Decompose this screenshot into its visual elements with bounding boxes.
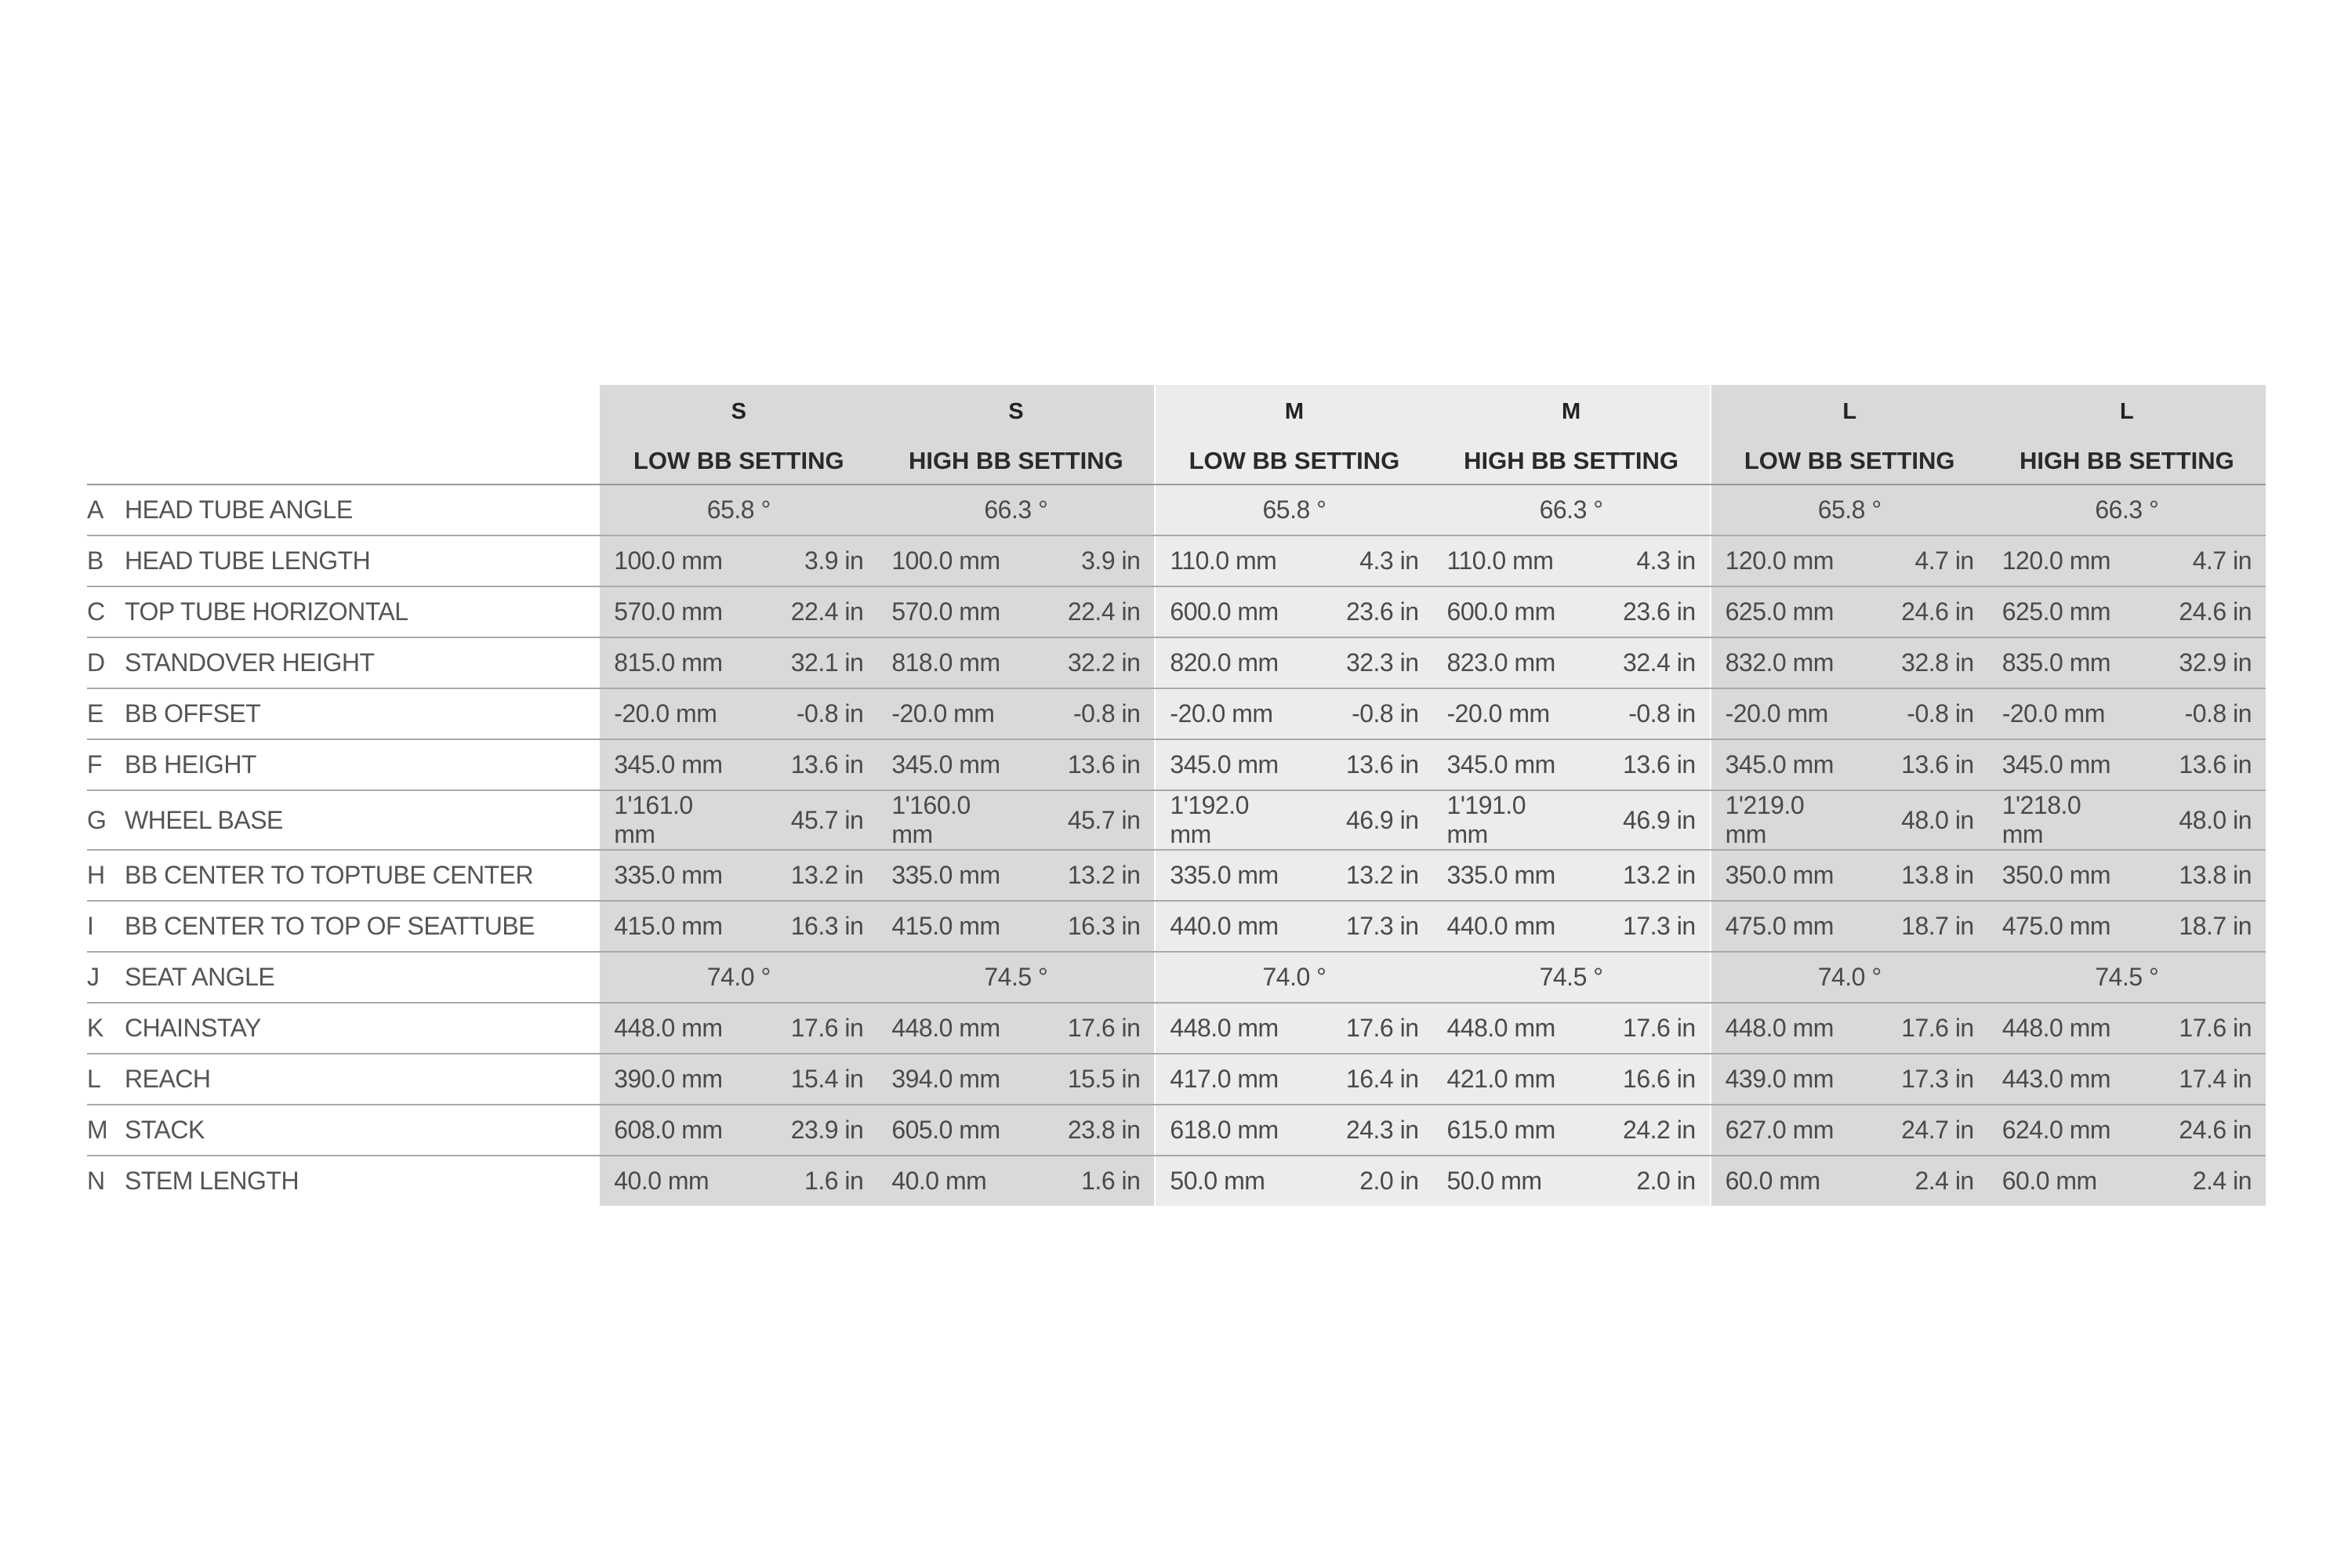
mm-cell: 100.0 mm: [877, 535, 1016, 586]
inch-cell: 17.6 in: [1849, 1003, 1988, 1054]
inch-cell: 24.6 in: [2127, 586, 2266, 637]
row-code: D: [87, 648, 105, 677]
table-row: [87, 1156, 2266, 1206]
angle-cell: 66.3 °: [877, 485, 1155, 535]
row-code: L: [87, 1065, 101, 1093]
inch-cell: 17.3 in: [1572, 901, 1711, 952]
inch-cell: 4.7 in: [2127, 535, 2266, 586]
table-row: [87, 850, 2266, 901]
inch-cell: 24.6 in: [2127, 1105, 2266, 1156]
mm-cell: 345.0 mm: [1711, 739, 1849, 790]
inch-cell: 23.6 in: [1294, 586, 1432, 637]
bb-setting-header: LOW BB SETTING: [600, 438, 877, 485]
row-name: SEAT ANGLE: [125, 963, 275, 991]
inch-cell: -0.8 in: [739, 688, 877, 739]
mm-cell: 60.0 mm: [1988, 1156, 2127, 1206]
angle-cell: 74.5 °: [877, 952, 1155, 1003]
bb-setting-header: HIGH BB SETTING: [877, 438, 1155, 485]
mm-cell: 120.0 mm: [1711, 535, 1849, 586]
mm-cell: 390.0 mm: [600, 1054, 739, 1105]
angle-cell: 74.0 °: [1711, 952, 1988, 1003]
row-label: [87, 901, 600, 952]
row-code: N: [87, 1167, 105, 1195]
inch-cell: 48.0 in: [2127, 790, 2266, 850]
row-name: BB HEIGHT: [125, 750, 256, 779]
inch-cell: 13.8 in: [2127, 850, 2266, 901]
inch-cell: 23.9 in: [739, 1105, 877, 1156]
mm-cell: 818.0 mm: [877, 637, 1016, 688]
mm-cell: 439.0 mm: [1711, 1054, 1849, 1105]
inch-cell: -0.8 in: [1849, 688, 1988, 739]
row-name: BB OFFSET: [125, 699, 261, 728]
inch-cell: 23.6 in: [1572, 586, 1711, 637]
mm-cell: 1'160.0 mm: [877, 790, 1016, 850]
angle-cell: 66.3 °: [1988, 485, 2266, 535]
mm-cell: 448.0 mm: [1433, 1003, 1572, 1054]
inch-cell: 22.4 in: [1016, 586, 1155, 637]
mm-cell: 1'218.0 mm: [1988, 790, 2127, 850]
mm-cell: -20.0 mm: [1433, 688, 1572, 739]
row-code: H: [87, 861, 105, 889]
inch-cell: 24.2 in: [1572, 1105, 1711, 1156]
size-header: M: [1433, 385, 1711, 438]
table-row: [87, 535, 2266, 586]
row-code: B: [87, 546, 103, 575]
table-row: [87, 739, 2266, 790]
inch-cell: 24.3 in: [1294, 1105, 1432, 1156]
mm-cell: 120.0 mm: [1988, 535, 2127, 586]
mm-cell: 615.0 mm: [1433, 1105, 1572, 1156]
row-name: STANDOVER HEIGHT: [125, 648, 375, 677]
inch-cell: 4.3 in: [1572, 535, 1711, 586]
inch-cell: 24.6 in: [1849, 586, 1988, 637]
inch-cell: 17.6 in: [1572, 1003, 1711, 1054]
row-code: C: [87, 597, 105, 626]
mm-cell: 625.0 mm: [1711, 586, 1849, 637]
mm-cell: 50.0 mm: [1433, 1156, 1572, 1206]
angle-cell: 65.8 °: [600, 485, 877, 535]
inch-cell: 13.6 in: [2127, 739, 2266, 790]
mm-cell: 618.0 mm: [1155, 1105, 1294, 1156]
inch-cell: 13.6 in: [1294, 739, 1432, 790]
table-row: [87, 586, 2266, 637]
row-name: CHAINSTAY: [125, 1014, 261, 1042]
mm-cell: 835.0 mm: [1988, 637, 2127, 688]
inch-cell: 18.7 in: [2127, 901, 2266, 952]
mm-cell: 448.0 mm: [1711, 1003, 1849, 1054]
mm-cell: 815.0 mm: [600, 637, 739, 688]
inch-cell: 32.9 in: [2127, 637, 2266, 688]
angle-cell: 74.5 °: [1433, 952, 1711, 1003]
mm-cell: 570.0 mm: [600, 586, 739, 637]
inch-cell: 2.4 in: [1849, 1156, 1988, 1206]
row-code: G: [87, 805, 107, 834]
inch-cell: 2.4 in: [2127, 1156, 2266, 1206]
mm-cell: 570.0 mm: [877, 586, 1016, 637]
mm-cell: 100.0 mm: [600, 535, 739, 586]
row-label: [87, 535, 600, 586]
size-header: L: [1711, 385, 1988, 438]
row-label: [87, 850, 600, 901]
mm-cell: -20.0 mm: [600, 688, 739, 739]
inch-cell: 1.6 in: [1016, 1156, 1155, 1206]
inch-cell: 4.3 in: [1294, 535, 1432, 586]
mm-cell: 443.0 mm: [1988, 1054, 2127, 1105]
row-label: [87, 586, 600, 637]
mm-cell: 627.0 mm: [1711, 1105, 1849, 1156]
row-name: HEAD TUBE LENGTH: [125, 546, 371, 575]
row-name: REACH: [125, 1065, 211, 1093]
inch-cell: 17.3 in: [1294, 901, 1432, 952]
header-blank: [87, 438, 600, 485]
inch-cell: 16.3 in: [739, 901, 877, 952]
mm-cell: 421.0 mm: [1433, 1054, 1572, 1105]
inch-cell: 32.8 in: [1849, 637, 1988, 688]
table-row: [87, 901, 2266, 952]
inch-cell: 17.6 in: [739, 1003, 877, 1054]
mm-cell: 60.0 mm: [1711, 1156, 1849, 1206]
mm-cell: 417.0 mm: [1155, 1054, 1294, 1105]
row-name: BB CENTER TO TOPTUBE CENTER: [125, 861, 534, 889]
mm-cell: 50.0 mm: [1155, 1156, 1294, 1206]
row-code: K: [87, 1014, 103, 1042]
size-header: L: [1988, 385, 2266, 438]
row-code: I: [87, 912, 94, 940]
mm-cell: 110.0 mm: [1155, 535, 1294, 586]
inch-cell: 15.4 in: [739, 1054, 877, 1105]
inch-cell: 16.4 in: [1294, 1054, 1432, 1105]
inch-cell: 45.7 in: [1016, 790, 1155, 850]
mm-cell: 110.0 mm: [1433, 535, 1572, 586]
mm-cell: 475.0 mm: [1988, 901, 2127, 952]
mm-cell: 345.0 mm: [1155, 739, 1294, 790]
inch-cell: 15.5 in: [1016, 1054, 1155, 1105]
inch-cell: -0.8 in: [1016, 688, 1155, 739]
row-code: M: [87, 1116, 108, 1144]
mm-cell: 605.0 mm: [877, 1105, 1016, 1156]
mm-cell: 350.0 mm: [1711, 850, 1849, 901]
mm-cell: 335.0 mm: [1155, 850, 1294, 901]
bb-setting-header: HIGH BB SETTING: [1988, 438, 2266, 485]
inch-cell: 17.4 in: [2127, 1054, 2266, 1105]
mm-cell: 415.0 mm: [600, 901, 739, 952]
table-row: [87, 790, 2266, 850]
row-code: A: [87, 495, 103, 524]
mm-cell: -20.0 mm: [1711, 688, 1849, 739]
mm-cell: 600.0 mm: [1155, 586, 1294, 637]
size-header: S: [877, 385, 1155, 438]
inch-cell: 17.6 in: [2127, 1003, 2266, 1054]
mm-cell: 40.0 mm: [877, 1156, 1016, 1206]
inch-cell: 3.9 in: [739, 535, 877, 586]
row-name: STEM LENGTH: [125, 1167, 299, 1195]
mm-cell: 823.0 mm: [1433, 637, 1572, 688]
inch-cell: 22.4 in: [739, 586, 877, 637]
mm-cell: 345.0 mm: [1988, 739, 2127, 790]
row-label: [87, 1156, 600, 1206]
size-header: S: [600, 385, 877, 438]
row-name: WHEEL BASE: [125, 805, 283, 834]
table-row: [87, 1105, 2266, 1156]
angle-cell: 65.8 °: [1711, 485, 1988, 535]
row-label: [87, 790, 600, 850]
inch-cell: 13.2 in: [739, 850, 877, 901]
inch-cell: 32.4 in: [1572, 637, 1711, 688]
mm-cell: 394.0 mm: [877, 1054, 1016, 1105]
row-code: F: [87, 750, 103, 779]
geometry-table-body: [87, 485, 2266, 1206]
inch-cell: 24.7 in: [1849, 1105, 1988, 1156]
table-row: [87, 688, 2266, 739]
mm-cell: 600.0 mm: [1433, 586, 1572, 637]
inch-cell: 13.2 in: [1572, 850, 1711, 901]
table-row: [87, 637, 2266, 688]
mm-cell: -20.0 mm: [1155, 688, 1294, 739]
size-header: M: [1155, 385, 1432, 438]
mm-cell: 440.0 mm: [1155, 901, 1294, 952]
angle-cell: 65.8 °: [1155, 485, 1432, 535]
bb-setting-header: HIGH BB SETTING: [1433, 438, 1711, 485]
row-code: E: [87, 699, 103, 728]
inch-cell: 23.8 in: [1016, 1105, 1155, 1156]
mm-cell: 350.0 mm: [1988, 850, 2127, 901]
mm-cell: 1'191.0 mm: [1433, 790, 1572, 850]
mm-cell: 345.0 mm: [877, 739, 1016, 790]
mm-cell: 448.0 mm: [877, 1003, 1016, 1054]
inch-cell: 17.6 in: [1016, 1003, 1155, 1054]
inch-cell: -0.8 in: [1294, 688, 1432, 739]
row-label: [87, 1105, 600, 1156]
mm-cell: 1'219.0 mm: [1711, 790, 1849, 850]
row-name: TOP TUBE HORIZONTAL: [125, 597, 408, 626]
mm-cell: 448.0 mm: [1988, 1003, 2127, 1054]
angle-cell: 66.3 °: [1433, 485, 1711, 535]
mm-cell: 448.0 mm: [600, 1003, 739, 1054]
inch-cell: 3.9 in: [1016, 535, 1155, 586]
row-label: [87, 739, 600, 790]
row-name: STACK: [125, 1116, 205, 1144]
inch-cell: 1.6 in: [739, 1156, 877, 1206]
mm-cell: 345.0 mm: [1433, 739, 1572, 790]
inch-cell: 16.6 in: [1572, 1054, 1711, 1105]
row-name: HEAD TUBE ANGLE: [125, 495, 353, 524]
mm-cell: 820.0 mm: [1155, 637, 1294, 688]
mm-cell: 415.0 mm: [877, 901, 1016, 952]
mm-cell: 345.0 mm: [600, 739, 739, 790]
mm-cell: 440.0 mm: [1433, 901, 1572, 952]
size-header-row: [87, 385, 2266, 438]
header-blank: [87, 385, 600, 438]
row-label: [87, 688, 600, 739]
angle-cell: 74.5 °: [1988, 952, 2266, 1003]
inch-cell: 32.1 in: [739, 637, 877, 688]
row-label: [87, 952, 600, 1003]
row-code: J: [87, 963, 100, 991]
table-row: [87, 1054, 2266, 1105]
table-row: [87, 952, 2266, 1003]
row-label: [87, 1003, 600, 1054]
setting-header-row: [87, 438, 2266, 485]
inch-cell: 18.7 in: [1849, 901, 1988, 952]
mm-cell: 1'161.0 mm: [600, 790, 739, 850]
inch-cell: 16.3 in: [1016, 901, 1155, 952]
inch-cell: -0.8 in: [1572, 688, 1711, 739]
inch-cell: 4.7 in: [1849, 535, 1988, 586]
angle-cell: 74.0 °: [1155, 952, 1432, 1003]
angle-cell: 74.0 °: [600, 952, 877, 1003]
table-row: [87, 485, 2266, 535]
inch-cell: 13.6 in: [739, 739, 877, 790]
mm-cell: 832.0 mm: [1711, 637, 1849, 688]
mm-cell: 335.0 mm: [877, 850, 1016, 901]
inch-cell: 2.0 in: [1294, 1156, 1432, 1206]
mm-cell: 608.0 mm: [600, 1105, 739, 1156]
inch-cell: 46.9 in: [1572, 790, 1711, 850]
inch-cell: 13.6 in: [1849, 739, 1988, 790]
mm-cell: -20.0 mm: [877, 688, 1016, 739]
mm-cell: 448.0 mm: [1155, 1003, 1294, 1054]
inch-cell: 17.6 in: [1294, 1003, 1432, 1054]
inch-cell: 17.3 in: [1849, 1054, 1988, 1105]
row-name: BB CENTER TO TOP OF SEATTUBE: [125, 912, 535, 940]
inch-cell: -0.8 in: [2127, 688, 2266, 739]
inch-cell: 45.7 in: [739, 790, 877, 850]
geometry-table: [87, 385, 2266, 1206]
row-label: [87, 485, 600, 535]
bb-setting-header: LOW BB SETTING: [1711, 438, 1988, 485]
row-label: [87, 637, 600, 688]
bb-setting-header: LOW BB SETTING: [1155, 438, 1432, 485]
inch-cell: 13.6 in: [1016, 739, 1155, 790]
mm-cell: 1'192.0 mm: [1155, 790, 1294, 850]
mm-cell: 624.0 mm: [1988, 1105, 2127, 1156]
table-row: [87, 1003, 2266, 1054]
inch-cell: 13.8 in: [1849, 850, 1988, 901]
mm-cell: 625.0 mm: [1988, 586, 2127, 637]
inch-cell: 2.0 in: [1572, 1156, 1711, 1206]
mm-cell: 335.0 mm: [1433, 850, 1572, 901]
mm-cell: 335.0 mm: [600, 850, 739, 901]
row-label: [87, 1054, 600, 1105]
inch-cell: 13.6 in: [1572, 739, 1711, 790]
inch-cell: 46.9 in: [1294, 790, 1432, 850]
mm-cell: -20.0 mm: [1988, 688, 2127, 739]
mm-cell: 40.0 mm: [600, 1156, 739, 1206]
mm-cell: 475.0 mm: [1711, 901, 1849, 952]
inch-cell: 48.0 in: [1849, 790, 1988, 850]
inch-cell: 32.3 in: [1294, 637, 1432, 688]
inch-cell: 13.2 in: [1294, 850, 1432, 901]
inch-cell: 13.2 in: [1016, 850, 1155, 901]
inch-cell: 32.2 in: [1016, 637, 1155, 688]
